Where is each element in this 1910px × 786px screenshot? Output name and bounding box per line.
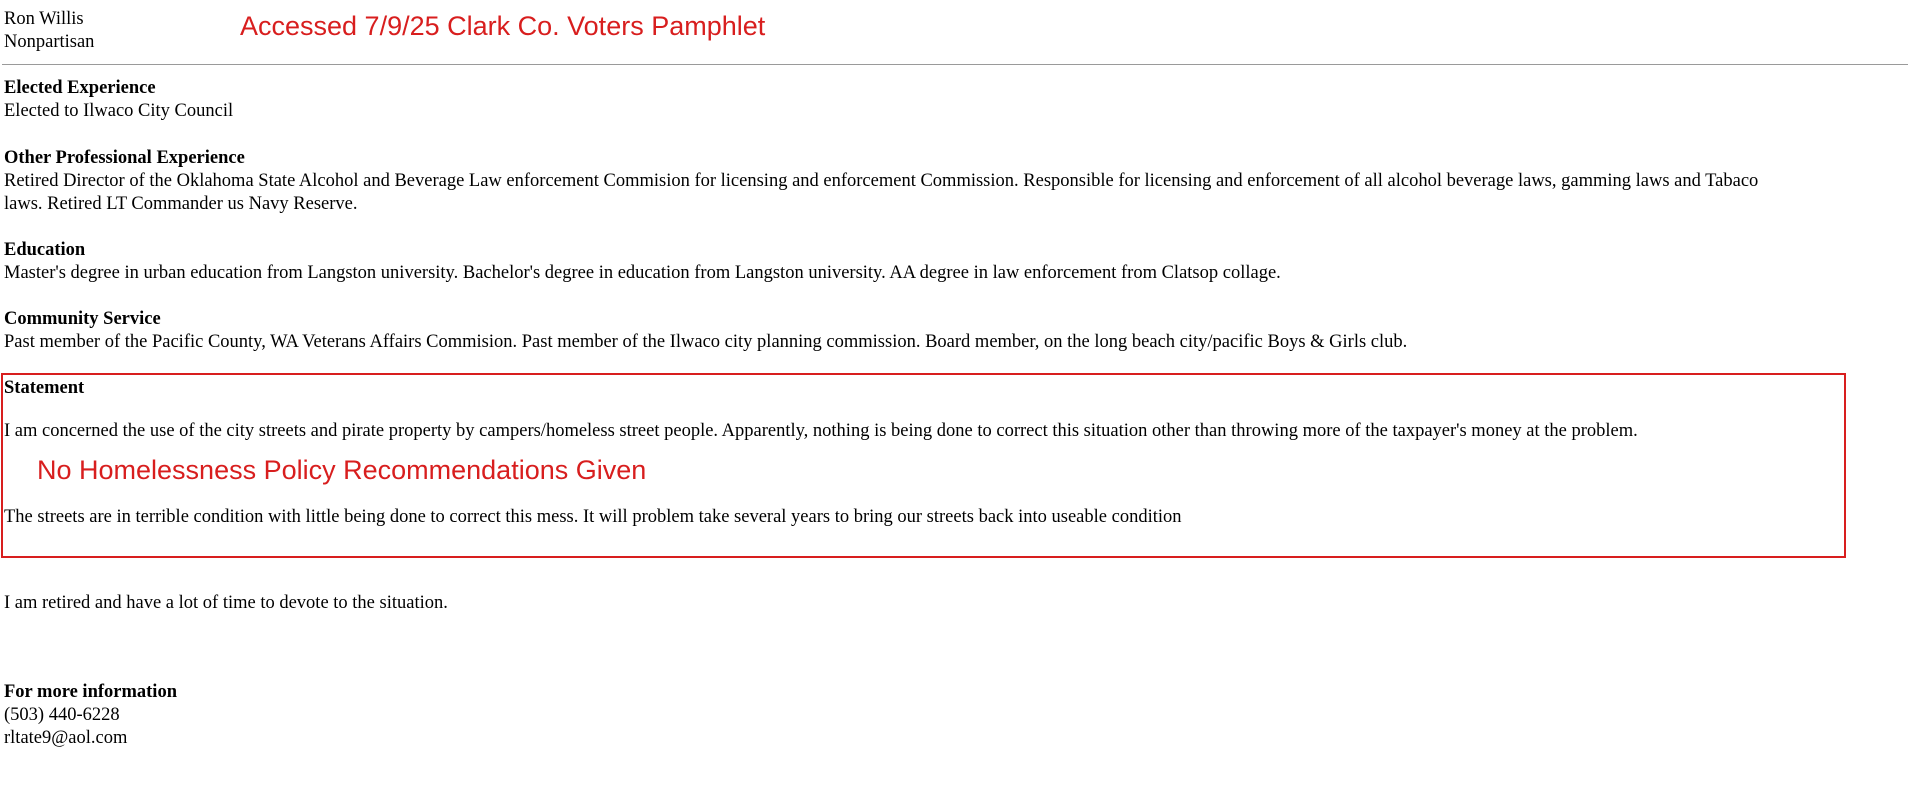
section-heading: Education [4, 240, 86, 260]
homelessness-annotation: No Homelessness Policy Recommendations Given [37, 455, 647, 485]
contact-email: rltate9@aol.com [4, 728, 128, 748]
statement-paragraph: I am concerned the use of the city streets and pirate property by campers/homeless street people. Apparently, nothing is being done to correct this situation other than throwing more of the taxpayer's money at the problem. [4, 421, 1638, 441]
access-annotation: Accessed 7/9/25 Clark Co. Voters Pamphlet [240, 11, 766, 41]
statement-paragraph: The streets are in terrible condition with little being done to correct this mess. It will problem take several years to bring our streets back into useable condition [4, 507, 1182, 527]
section-body: Past member of the Pacific County, WA Veterans Affairs Commision. Past member of the Ilwaco city planning commission. Board member, on the long beach city/pacific Boys & Girls club. [4, 332, 1408, 352]
section-heading: Community Service [4, 309, 161, 329]
section-body: Elected to Ilwaco City Council [4, 101, 234, 121]
candidate-party: Nonpartisan [4, 32, 95, 52]
candidate-name: Ron Willis [4, 9, 84, 29]
contact-phone: (503) 440-6228 [4, 705, 120, 725]
section-body: Retired Director of the Oklahoma State Alcohol and Beverage Law enforcement Commision for licensing and enforcement Commission. Responsible for licensing and enforcement of all alcohol beverage laws, gamming laws and Tabaco [4, 171, 1759, 191]
section-heading: Other Professional Experience [4, 148, 245, 168]
section-heading: Elected Experience [4, 78, 156, 98]
header-divider [2, 64, 1908, 65]
section-body: Master's degree in urban education from Langston university. Bachelor's degree in education from Langston university. AA degree in law enforcement from Clatsop collage. [4, 263, 1281, 283]
section-body-continued: laws. Retired LT Commander us Navy Reserve. [4, 194, 358, 214]
statement-paragraph: I am retired and have a lot of time to devote to the situation. [4, 593, 448, 613]
section-heading: Statement [4, 378, 85, 398]
section-heading: For more information [4, 682, 177, 702]
